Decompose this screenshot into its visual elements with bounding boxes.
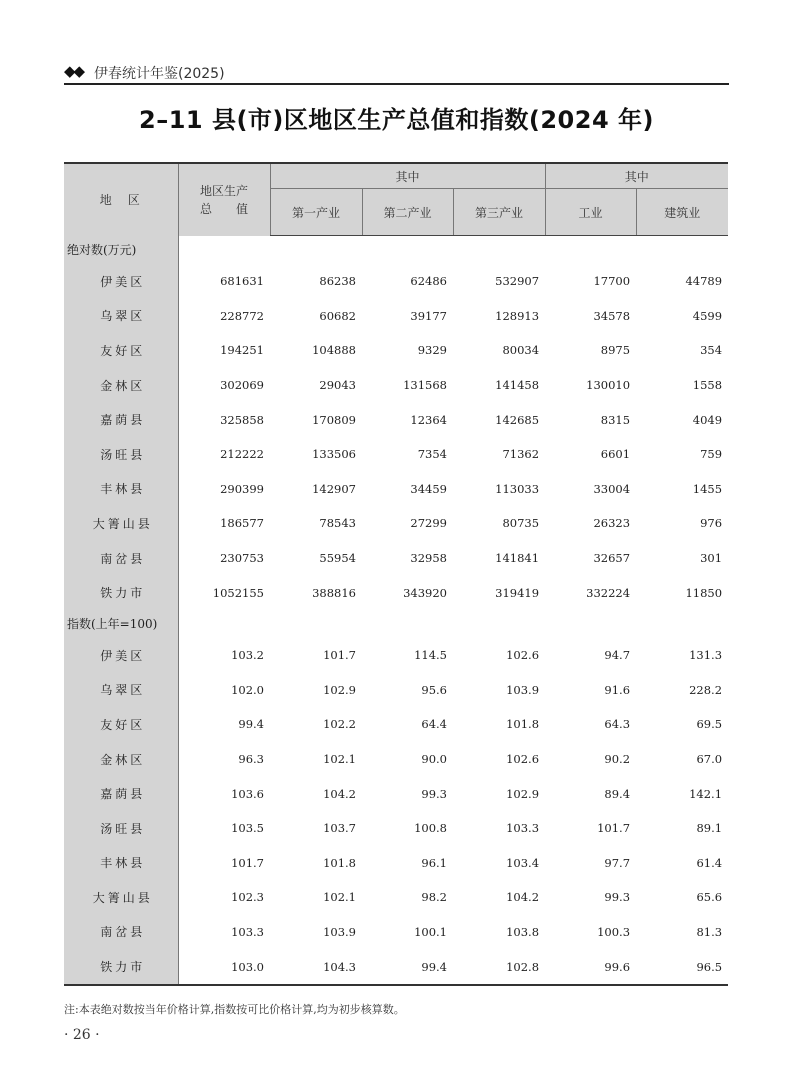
cell-construction: 4049 — [692, 412, 723, 427]
empty-cell — [453, 236, 545, 265]
table-row — [64, 575, 728, 610]
empty-cell — [636, 610, 728, 638]
cell-secondary: 34459 — [410, 481, 447, 496]
table-row — [64, 472, 728, 507]
table-row — [64, 368, 728, 403]
cell-industry: 99.3 — [604, 890, 631, 905]
section-row — [64, 236, 728, 265]
cell-gdp: 228772 — [220, 308, 264, 323]
cell-secondary: 90.0 — [421, 752, 447, 767]
cell-industry: 332224 — [586, 585, 631, 600]
empty-cell — [270, 236, 362, 265]
cell-industry: 97.7 — [604, 855, 631, 870]
empty-cell — [636, 236, 728, 265]
cell-primary: 29043 — [319, 378, 356, 393]
cell-gdp: 96.3 — [238, 752, 264, 767]
cell-construction: 96.5 — [696, 959, 723, 974]
cell-secondary: 98.2 — [421, 890, 447, 905]
cell-secondary: 100.8 — [414, 821, 447, 836]
empty-cell — [362, 610, 453, 638]
row-region: 伊美区 — [64, 638, 178, 673]
cell-tertiary: 532907 — [495, 274, 540, 289]
table-row — [64, 949, 728, 985]
table-row — [64, 915, 728, 950]
cell-secondary: 32958 — [410, 551, 447, 566]
page-number: · 26 · — [64, 1027, 100, 1043]
cell-gdp: 302069 — [220, 378, 264, 393]
table-row — [64, 541, 728, 576]
row-region: 南岔县 — [64, 915, 178, 950]
row-region: 丰林县 — [64, 472, 178, 507]
empty-cell — [178, 610, 270, 638]
table-row — [64, 638, 728, 673]
header-industry: 工业 — [545, 189, 636, 236]
row-region: 大箐山县 — [64, 506, 178, 541]
cell-construction: 1558 — [692, 378, 723, 393]
row-region: 嘉荫县 — [64, 776, 178, 811]
cell-industry: 64.3 — [604, 717, 631, 732]
cell-secondary: 7354 — [417, 447, 447, 462]
cell-primary: 101.7 — [323, 648, 356, 663]
cell-gdp: 186577 — [220, 516, 264, 531]
cell-secondary: 99.4 — [421, 959, 447, 974]
row-region: 乌翠区 — [64, 299, 178, 334]
cell-industry: 90.2 — [604, 752, 631, 767]
cell-industry: 34578 — [593, 308, 631, 323]
cell-gdp: 101.7 — [231, 855, 264, 870]
cell-secondary: 99.3 — [421, 786, 447, 801]
cell-primary: 55954 — [319, 551, 356, 566]
cell-secondary: 62486 — [410, 274, 447, 289]
row-region: 丰林县 — [64, 846, 178, 881]
cell-gdp: 325858 — [220, 412, 264, 427]
cell-construction: 301 — [700, 551, 723, 566]
table-row — [64, 880, 728, 915]
cell-primary: 60682 — [319, 308, 356, 323]
header-rule — [64, 83, 729, 85]
cell-tertiary: 113033 — [495, 481, 540, 496]
cell-secondary: 9329 — [417, 343, 447, 358]
table-title: 2–11 县(市)区地区生产总值和指数(2024 年) — [139, 106, 654, 134]
cell-industry: 17700 — [593, 274, 631, 289]
cell-primary: 101.8 — [323, 855, 356, 870]
cell-secondary: 343920 — [403, 585, 447, 600]
cell-industry: 101.7 — [597, 821, 631, 836]
cell-secondary: 12364 — [410, 412, 447, 427]
cell-gdp: 103.2 — [231, 648, 264, 663]
cell-gdp: 102.0 — [231, 682, 264, 697]
cell-construction: 65.6 — [696, 890, 723, 905]
row-region: 金林区 — [64, 368, 178, 403]
cell-tertiary: 80034 — [502, 343, 540, 358]
row-region: 金林区 — [64, 742, 178, 777]
table-row — [64, 811, 728, 846]
table-row — [64, 707, 728, 742]
row-region: 汤旺县 — [64, 437, 178, 472]
table-note: 注:本表绝对数按当年价格计算,指数按可比价格计算,均为初步核算数。 — [64, 1003, 405, 1016]
cell-construction: 142.1 — [689, 786, 723, 801]
cell-primary: 104888 — [312, 343, 356, 358]
header-group-sectors: 其中 — [270, 163, 545, 189]
empty-cell — [545, 236, 636, 265]
row-region: 铁力市 — [64, 575, 178, 610]
cell-construction: 11850 — [685, 585, 723, 600]
cell-industry: 100.3 — [597, 924, 631, 939]
cell-industry: 94.7 — [604, 648, 631, 663]
cell-construction: 81.3 — [696, 924, 723, 939]
table-row — [64, 333, 728, 368]
cell-construction: 759 — [700, 447, 723, 462]
header-primary: 第一产业 — [270, 189, 362, 236]
cell-secondary: 39177 — [410, 308, 447, 323]
cell-construction: 69.5 — [696, 717, 723, 732]
cell-construction: 44789 — [685, 274, 723, 289]
cell-construction: 354 — [700, 343, 723, 358]
cell-primary: 103.9 — [323, 924, 356, 939]
cell-primary: 388816 — [312, 585, 356, 600]
header-secondary: 第二产业 — [362, 189, 453, 236]
cell-construction: 1455 — [692, 481, 723, 496]
cell-gdp: 102.3 — [231, 890, 264, 905]
table-row — [64, 742, 728, 777]
cell-gdp: 230753 — [220, 551, 264, 566]
cell-tertiary: 104.2 — [506, 890, 540, 905]
cell-gdp: 194251 — [220, 343, 264, 358]
cell-industry: 32657 — [593, 551, 631, 566]
cell-tertiary: 103.9 — [506, 682, 540, 697]
gdp-table — [64, 162, 728, 986]
row-region: 伊美区 — [64, 264, 178, 299]
cell-tertiary: 102.9 — [506, 786, 540, 801]
cell-construction: 228.2 — [689, 682, 723, 697]
diamond-icon: ◆◆ — [64, 62, 84, 80]
row-region: 友好区 — [64, 333, 178, 368]
row-region: 大箐山县 — [64, 880, 178, 915]
table-row — [64, 846, 728, 881]
cell-primary: 170809 — [312, 412, 356, 427]
cell-industry: 8975 — [600, 343, 631, 358]
cell-construction: 131.3 — [689, 648, 723, 663]
cell-primary: 103.7 — [323, 821, 356, 836]
cell-tertiary: 142685 — [495, 412, 540, 427]
row-region: 南岔县 — [64, 541, 178, 576]
table-row — [64, 299, 728, 334]
header-gdp-line1: 地区生产 — [199, 183, 248, 198]
yearbook-title: 伊春统计年鉴(2025) — [94, 66, 225, 82]
table-row — [64, 437, 728, 472]
cell-construction: 89.1 — [696, 821, 723, 836]
cell-industry: 99.6 — [604, 959, 631, 974]
empty-cell — [362, 236, 453, 265]
cell-secondary: 27299 — [410, 516, 447, 531]
section-label: 绝对数(万元) — [64, 236, 178, 265]
table-body — [64, 236, 728, 985]
row-region: 铁力市 — [64, 949, 178, 985]
cell-primary: 102.1 — [323, 890, 356, 905]
row-region: 乌翠区 — [64, 673, 178, 708]
header-gdp-line2: 总 值 — [199, 201, 248, 216]
cell-gdp: 103.6 — [231, 786, 264, 801]
row-region: 友好区 — [64, 707, 178, 742]
table-row — [64, 673, 728, 708]
cell-gdp: 681631 — [220, 274, 264, 289]
cell-gdp: 103.0 — [231, 959, 264, 974]
cell-primary: 86238 — [319, 274, 356, 289]
row-region: 嘉荫县 — [64, 402, 178, 437]
row-region: 汤旺县 — [64, 811, 178, 846]
cell-secondary: 100.1 — [414, 924, 447, 939]
cell-tertiary: 101.8 — [506, 717, 540, 732]
section-label: 指数(上年=100) — [64, 610, 178, 638]
empty-cell — [545, 610, 636, 638]
empty-cell — [453, 610, 545, 638]
header-construction: 建筑业 — [636, 189, 728, 236]
cell-secondary: 96.1 — [421, 855, 447, 870]
cell-construction: 4599 — [692, 308, 723, 323]
header-region: 地 区 — [64, 163, 178, 236]
table-row — [64, 506, 728, 541]
cell-industry: 6601 — [600, 447, 631, 462]
cell-secondary: 95.6 — [421, 682, 447, 697]
cell-gdp: 212222 — [220, 447, 264, 462]
cell-gdp: 99.4 — [238, 717, 264, 732]
cell-gdp: 1052155 — [212, 585, 264, 600]
cell-construction: 976 — [700, 516, 723, 531]
cell-gdp: 290399 — [220, 481, 264, 496]
cell-secondary: 64.4 — [421, 717, 447, 732]
cell-tertiary: 102.6 — [506, 648, 540, 663]
cell-industry: 89.4 — [604, 786, 631, 801]
cell-tertiary: 141841 — [495, 551, 540, 566]
cell-tertiary: 80735 — [502, 516, 540, 531]
cell-primary: 102.9 — [323, 682, 356, 697]
cell-tertiary: 319419 — [495, 585, 540, 600]
cell-gdp: 103.5 — [231, 821, 264, 836]
table-row — [64, 776, 728, 811]
cell-industry: 91.6 — [604, 682, 631, 697]
cell-industry: 130010 — [586, 378, 631, 393]
empty-cell — [270, 610, 362, 638]
cell-tertiary: 103.4 — [506, 855, 540, 870]
cell-primary: 102.1 — [323, 752, 356, 767]
running-head — [64, 62, 729, 82]
table-row — [64, 402, 728, 437]
table-row — [64, 264, 728, 299]
cell-gdp: 103.3 — [231, 924, 264, 939]
cell-secondary: 131568 — [403, 378, 447, 393]
cell-tertiary: 102.6 — [506, 752, 540, 767]
cell-tertiary: 71362 — [502, 447, 540, 462]
cell-tertiary: 103.8 — [506, 924, 540, 939]
cell-tertiary: 128913 — [495, 308, 540, 323]
cell-industry: 26323 — [593, 516, 631, 531]
header-group-secondary-detail: 其中 — [545, 163, 728, 189]
section-row — [64, 610, 728, 638]
cell-secondary: 114.5 — [414, 648, 447, 663]
cell-construction: 61.4 — [696, 855, 723, 870]
cell-primary: 104.3 — [323, 959, 356, 974]
cell-tertiary: 141458 — [495, 378, 540, 393]
cell-primary: 102.2 — [323, 717, 356, 732]
cell-construction: 67.0 — [696, 752, 723, 767]
cell-industry: 8315 — [600, 412, 631, 427]
cell-primary: 78543 — [319, 516, 356, 531]
header-gdp — [178, 163, 270, 236]
cell-tertiary: 103.3 — [506, 821, 540, 836]
cell-primary: 142907 — [312, 481, 356, 496]
empty-cell — [178, 236, 270, 265]
cell-industry: 33004 — [593, 481, 631, 496]
cell-tertiary: 102.8 — [506, 959, 540, 974]
header-tertiary: 第三产业 — [453, 189, 545, 236]
cell-primary: 104.2 — [323, 786, 356, 801]
cell-primary: 133506 — [312, 447, 356, 462]
